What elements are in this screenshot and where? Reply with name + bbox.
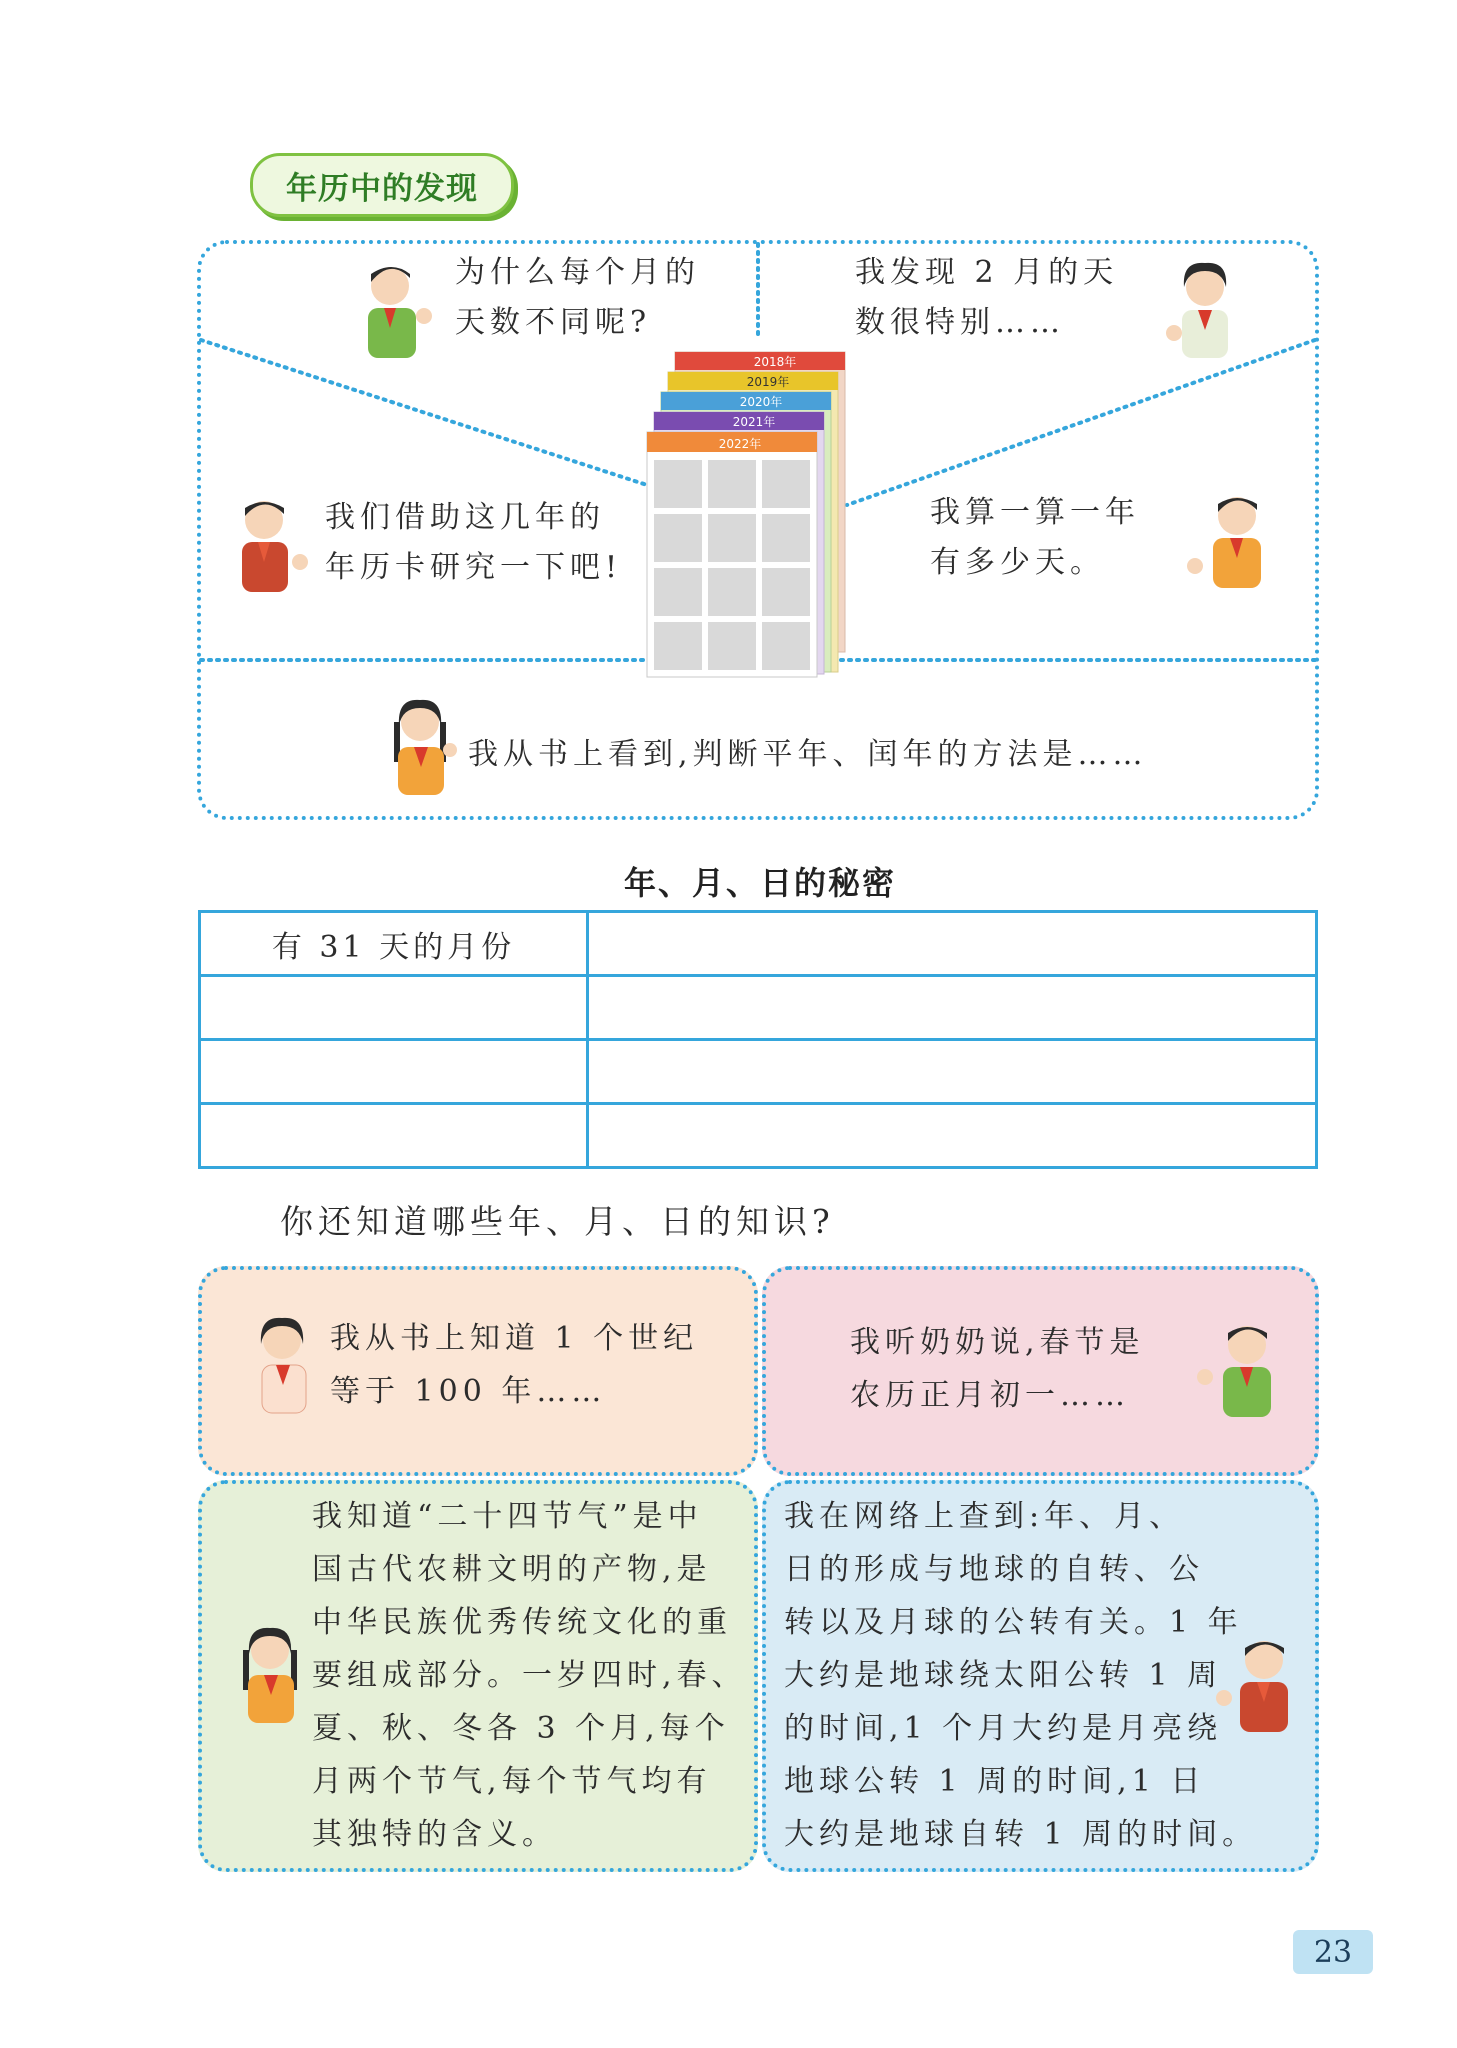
secrets-table — [198, 910, 1318, 1169]
card-c-text — [312, 1490, 747, 1861]
speech-mid-right — [930, 488, 1140, 588]
card-line: 我从书上知道 1 个世纪 — [330, 1321, 699, 1356]
section-tag: 年历中的发现 — [250, 153, 514, 217]
table-cell[interactable] — [588, 912, 1317, 976]
speech-line: 我发现 2 月的天 — [855, 255, 1119, 290]
calendar-label-2021: 2021年 — [732, 415, 776, 429]
calendar-label-2022: 2022年 — [718, 437, 762, 451]
page-number: 23 — [1293, 1930, 1373, 1974]
table-row — [200, 976, 1317, 1040]
card-line: 转以及月球的公转有关。1 年 — [784, 1605, 1243, 1640]
boy-avatar-mid-left — [222, 490, 312, 600]
card-line: 我在网络上查到:年、月、 — [784, 1499, 1185, 1534]
table-cell: 有 31 天的月份 — [200, 912, 588, 976]
card-line: 大约是地球自转 1 周的时间。 — [784, 1817, 1258, 1852]
speech-line: 年历卡研究一下吧! — [325, 550, 623, 585]
calendar-card-stack — [640, 350, 860, 680]
girl-avatar-bottom — [380, 692, 470, 802]
table-cell[interactable] — [200, 976, 588, 1040]
card-line: 地球公转 1 周的时间,1 日 — [784, 1764, 1206, 1799]
card-a-text — [330, 1312, 698, 1418]
card-line: 中华民族优秀传统文化的重 — [312, 1605, 732, 1640]
boy-avatar-mid-right — [1185, 486, 1275, 596]
speech-line: 天数不同呢? — [455, 305, 652, 340]
card-line: 其独特的含义。 — [312, 1817, 557, 1852]
card-line: 等于 100 年…… — [330, 1374, 607, 1409]
card-line: 要组成部分。一岁四时,春、 — [312, 1658, 747, 1693]
table-cell[interactable] — [200, 1104, 588, 1168]
table-row — [200, 912, 1317, 976]
speech-line: 有多少天。 — [930, 545, 1105, 580]
card-d-text — [784, 1490, 1257, 1861]
boy-avatar-card-b — [1195, 1315, 1285, 1425]
boy-avatar-top-left — [352, 256, 442, 366]
calendar-label-2019: 2019年 — [746, 375, 790, 389]
speech-top-right — [855, 248, 1118, 348]
speech-line: 我们借助这几年的 — [325, 500, 605, 535]
speech-bottom: 我从书上看到,判断平年、闰年的方法是…… — [468, 737, 1148, 772]
card-line: 月两个节气,每个节气均有 — [312, 1764, 712, 1799]
girl-avatar-card-a — [240, 1310, 330, 1420]
table-row — [200, 1104, 1317, 1168]
speech-top-left — [455, 248, 700, 348]
question-prompt: 你还知道哪些年、月、日的知识? — [280, 1202, 835, 1241]
table-cell[interactable] — [200, 1040, 588, 1104]
speech-line: 数很特别…… — [855, 305, 1065, 340]
card-line: 农历正月初一…… — [850, 1378, 1130, 1413]
table-cell[interactable] — [588, 976, 1317, 1040]
table-title: 年、月、日的秘密 — [623, 864, 896, 902]
card-line: 国古代农耕文明的产物,是 — [312, 1552, 712, 1587]
card-line: 大约是地球绕太阳公转 1 周 — [784, 1658, 1223, 1693]
speech-line: 我算一算一年 — [930, 495, 1140, 530]
card-line: 夏、秋、冬各 3 个月,每个 — [312, 1711, 730, 1746]
speech-line: 为什么每个月的 — [455, 255, 700, 290]
table-row — [200, 1040, 1317, 1104]
table-cell[interactable] — [588, 1104, 1317, 1168]
table-cell[interactable] — [588, 1040, 1317, 1104]
calendar-label-2018: 2018年 — [753, 355, 797, 369]
card-b-text — [850, 1316, 1145, 1422]
girl-avatar-card-c — [228, 1620, 318, 1730]
girl-avatar-top-right — [1160, 255, 1250, 365]
card-line: 日的形成与地球的自转、公 — [784, 1552, 1204, 1587]
card-line: 的时间,1 个月大约是月亮绕 — [784, 1711, 1223, 1746]
speech-mid-left — [325, 493, 622, 593]
card-line: 我知道“二十四节气”是中 — [312, 1499, 703, 1534]
card-line: 我听奶奶说,春节是 — [850, 1325, 1145, 1360]
calendar-label-2020: 2020年 — [739, 395, 783, 409]
